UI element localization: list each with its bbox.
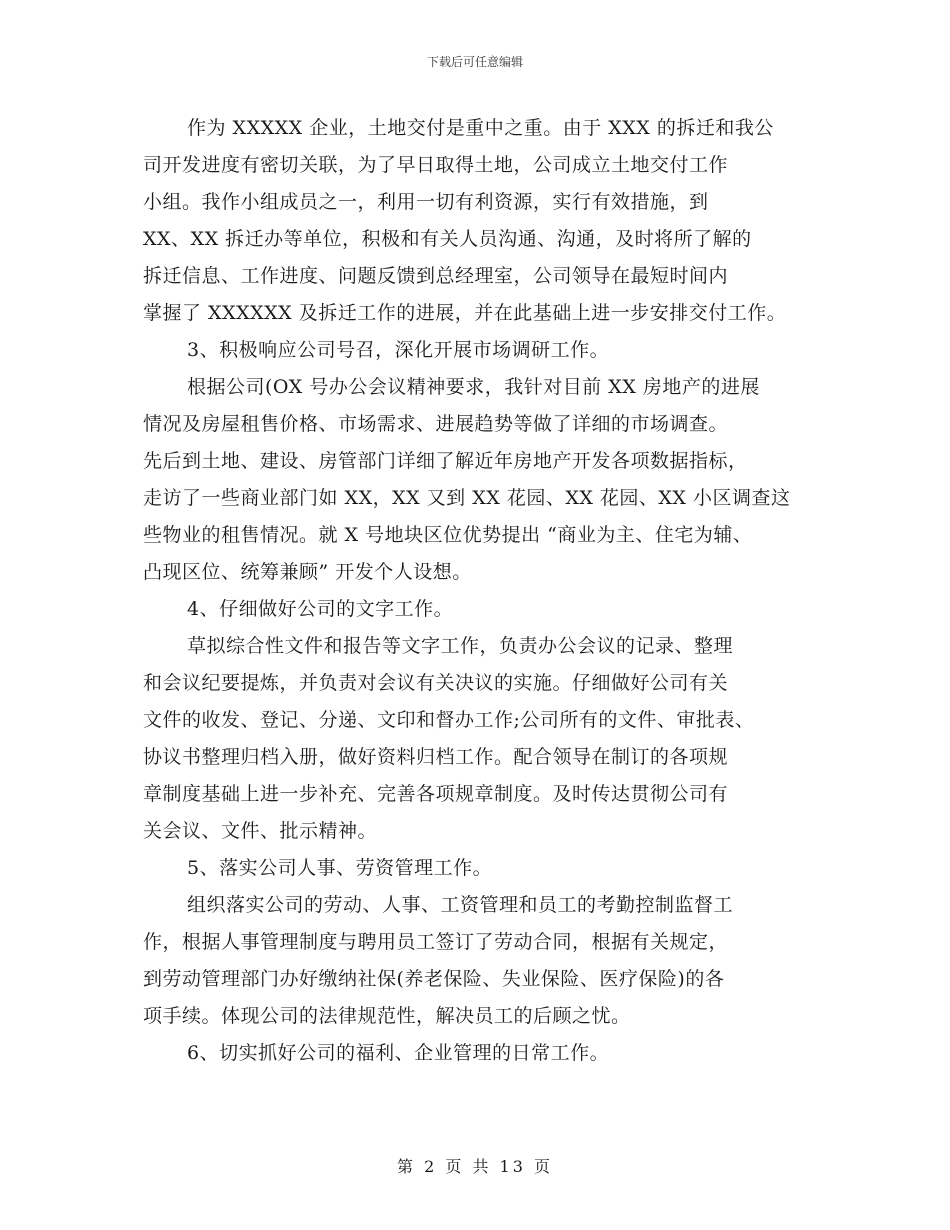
text-line: 项手续。体现公司的法律规范性，解决员工的后顾之忧。 xyxy=(143,1005,631,1027)
text-line: 先后到土地、建设、房管部门详细了解近年房地产开发各项数据指标， xyxy=(143,450,748,472)
text-line: 掌握了 XXXXXX 及拆迁工作的进展，并在此基础上进一步安排交付工作。 xyxy=(143,302,787,324)
text-line: 些物业的租售情况。就 X 号地块区位优势提出 “商业为主、住宅为辅、 xyxy=(143,524,753,546)
document-body xyxy=(143,110,833,1072)
text-line: 6、切实抓好公司的福利、企业管理的日常工作。 xyxy=(187,1042,610,1064)
text-line: 小组。我作小组成员之一，利用一切有利资源，实行有效措施，到 xyxy=(143,191,709,213)
text-line: XX、XX 拆迁办等单位，积极和有关人员沟通、沟通，及时将所了解的 xyxy=(143,228,752,250)
text-line: 到劳动管理部门办好缴纳社保(养老保险、失业保险、医疗保险)的各 xyxy=(143,968,725,990)
text-line: 凸现区位、统筹兼顾” 开发个人设想。 xyxy=(143,561,472,583)
text-line: 司开发进度有密切关联，为了早日取得土地，公司成立土地交付工作 xyxy=(143,154,729,176)
text-line: 情况及房屋租售价格、市场需求、进展趋势等做了详细的市场调查。 xyxy=(143,413,729,435)
text-line: 草拟综合性文件和报告等文字工作，负责办公会议的记录、整理 xyxy=(187,635,734,657)
text-line: 根据公司(OX 号办公会议精神要求，我针对目前 XX 房地产的进展 xyxy=(187,376,760,398)
text-line: 5、落实公司人事、劳资管理工作。 xyxy=(187,857,493,879)
text-line: 拆迁信息、工作进度、问题反馈到总经理室，公司领导在最短时间内 xyxy=(143,265,729,287)
text-line: 4、仔细做好公司的文字工作。 xyxy=(187,598,454,620)
text-line: 组织落实公司的劳动、人事、工资管理和员工的考勤控制监督工 xyxy=(187,894,734,916)
text-line: 章制度基础上进一步补充、完善各项规章制度。及时传达贯彻公司有 xyxy=(143,783,729,805)
text-line: 文件的收发、登记、分递、文印和督办工作;公司所有的文件、审批表、 xyxy=(143,709,755,731)
text-line: 走访了一些商业部门如 XX，XX 又到 XX 花园、XX 花园、XX 小区调查这 xyxy=(143,487,791,509)
text-line: 和会议纪要提炼，并负责对会议有关决议的实施。仔细做好公司有关 xyxy=(143,672,729,694)
text-line: 3、积极响应公司号召，深化开展市场调研工作。 xyxy=(187,339,610,361)
text-line: 关会议、文件、批示精神。 xyxy=(143,820,378,842)
page-header: 下载后可任意编辑 xyxy=(426,55,523,69)
text-line: 作，根据人事管理制度与聘用员工签订了劳动合同，根据有关规定， xyxy=(143,931,729,953)
page-number-footer: 第 2 页 共 13 页 xyxy=(397,1157,553,1176)
text-line: 作为 XXXXX 企业，土地交付是重中之重。由于 XXX 的拆迁和我公 xyxy=(187,117,774,139)
text-line: 协议书整理归档入册，做好资料归档工作。配合领导在制订的各项规 xyxy=(143,746,729,768)
